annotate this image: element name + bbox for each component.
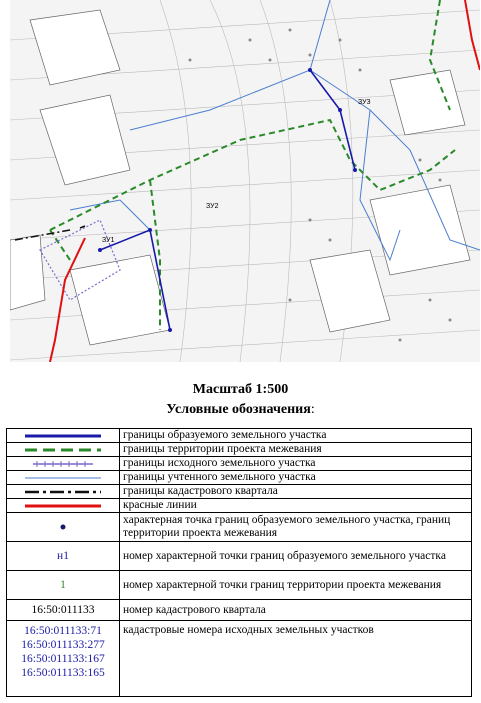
legend-text: номер характерной точки границ образуемого земельного участка bbox=[120, 542, 472, 571]
legend-table bbox=[6, 428, 472, 697]
legend-text: кадастровые номера исходных земельных участков bbox=[120, 621, 472, 697]
legend-row bbox=[7, 513, 472, 542]
legend-text: границы кадастрового квартала bbox=[120, 485, 472, 499]
legend-text: номер характерной точки границ территории проекта межевания bbox=[120, 571, 472, 600]
zone-label-2: ЗУ2 bbox=[206, 203, 219, 210]
legend-symbol bbox=[7, 499, 120, 513]
legend-row bbox=[7, 485, 472, 499]
legend-row bbox=[7, 621, 472, 697]
code-item: 16:50:011133:71 bbox=[24, 625, 102, 637]
legend-text: границы исходного земельного участка bbox=[120, 457, 472, 471]
legend-code-list bbox=[7, 621, 120, 697]
legend-row bbox=[7, 542, 472, 571]
legend-row bbox=[7, 571, 472, 600]
code-item: 16:50:011133:165 bbox=[21, 667, 105, 679]
cadastral-map[interactable] bbox=[10, 0, 480, 362]
legend-symbol bbox=[7, 457, 120, 471]
legend-text: границы образуемого земельного участка bbox=[120, 429, 472, 443]
legend-text: границы учтенного земельного участка bbox=[120, 471, 472, 485]
zone-label-3: ЗУ3 bbox=[358, 99, 371, 106]
legend-row bbox=[7, 457, 472, 471]
code-item: 16:50:011133:277 bbox=[21, 639, 105, 651]
scale-label: Масштаб 1:500 bbox=[192, 382, 289, 397]
legend-row bbox=[7, 429, 472, 443]
legend-row bbox=[7, 443, 472, 457]
legend-text: характерная точка границ образуемого земельного участка, границ территории проекта межевания bbox=[120, 513, 472, 542]
legend-symbol bbox=[7, 429, 120, 443]
legend-row bbox=[7, 499, 472, 513]
legend-text: границы территории проекта межевания bbox=[120, 443, 472, 457]
legend-text: красные линии bbox=[120, 499, 472, 513]
code-item: 16:50:011133:167 bbox=[21, 653, 105, 665]
legend-symbol bbox=[7, 485, 120, 499]
legend-title: Условные обозначения: bbox=[166, 402, 315, 417]
legend-symbol-text: 16:50:011133 bbox=[7, 600, 120, 621]
legend-row bbox=[7, 600, 472, 621]
legend-symbol bbox=[7, 443, 120, 457]
legend-row bbox=[7, 471, 472, 485]
legend-symbol bbox=[7, 471, 120, 485]
legend-symbol-text: н1 bbox=[7, 542, 120, 571]
legend-symbol bbox=[7, 513, 120, 542]
legend-text: номер кадастрового квартала bbox=[120, 600, 472, 621]
legend-symbol-text: 1 bbox=[7, 571, 120, 600]
zone-label-1: ЗУ1 bbox=[102, 237, 115, 244]
